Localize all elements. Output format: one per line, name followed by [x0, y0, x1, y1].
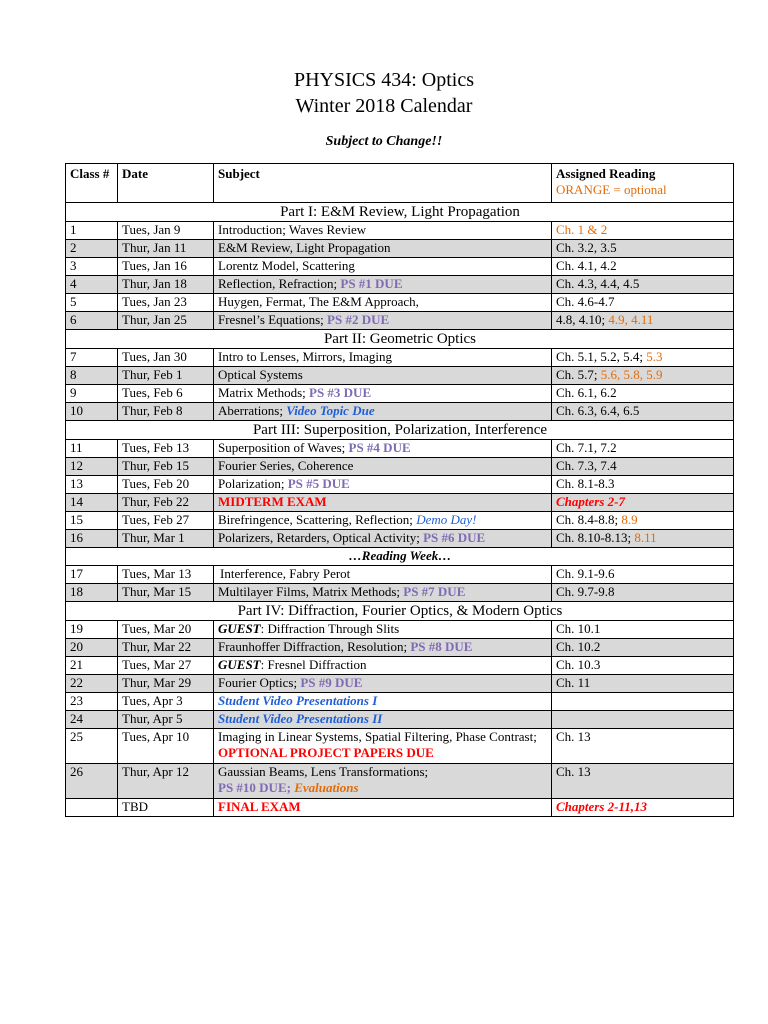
cell-text: ; [286, 780, 295, 795]
table-row [66, 693, 734, 711]
table-cell: 26 [66, 764, 118, 799]
table-row [66, 530, 734, 548]
due-badge: PS #2 DUE [327, 312, 390, 327]
part-row [66, 602, 734, 621]
table-cell: Huygen, Fermat, The E&M Approach, [214, 294, 552, 312]
part-title-2: Part II: Geometric Optics [66, 330, 734, 349]
cell-text: 5.3 [646, 349, 663, 364]
cell-text: GUEST [218, 621, 261, 636]
due-badge: PS #9 DUE [300, 675, 363, 690]
table-cell [214, 657, 552, 675]
table-cell: Thur, Mar 29 [118, 675, 214, 693]
table-cell: Lorentz Model, Scattering [214, 258, 552, 276]
table-cell [214, 639, 552, 657]
cell-text: Ch. 1 & 2 [556, 222, 608, 237]
table-cell: Thur, Feb 15 [118, 458, 214, 476]
reading-week-label: …Reading Week… [66, 548, 734, 566]
due-badge: PS #5 DUE [287, 476, 350, 491]
schedule-table [65, 163, 734, 817]
table-cell: 18 [66, 584, 118, 602]
table-cell: 1 [66, 222, 118, 240]
table-cell: 17 [66, 566, 118, 584]
table-cell [552, 367, 734, 385]
table-cell: 23 [66, 693, 118, 711]
cell-text: Student Video Presentations II [218, 711, 383, 726]
table-row [66, 294, 734, 312]
table-cell [214, 512, 552, 530]
table-cell: 13 [66, 476, 118, 494]
table-cell: Ch. 7.3, 7.4 [552, 458, 734, 476]
cell-text: 8.9 [621, 512, 638, 527]
table-row [66, 675, 734, 693]
due-badge: PS #10 DUE [218, 780, 287, 795]
term-title: Winter 2018 Calendar [295, 95, 473, 117]
table-row [66, 657, 734, 675]
col-reading-header [552, 164, 734, 203]
table-cell: 4 [66, 276, 118, 294]
part-title-4: Part IV: Diffraction, Fourier Optics, & Modern Optics [66, 602, 734, 621]
table-cell [552, 222, 734, 240]
cell-text: : Fresnel Diffraction [260, 657, 367, 672]
table-cell: 2 [66, 240, 118, 258]
cell-text: 8.11 [634, 530, 657, 545]
table-cell: 14 [66, 494, 118, 512]
table-cell: 10 [66, 403, 118, 421]
table-cell: Fourier Series, Coherence [214, 458, 552, 476]
cell-text: Gaussian Beams, Lens Transformations; [218, 764, 429, 779]
subtitle-notice: Subject to Change!! [325, 134, 443, 149]
due-badge: PS #1 DUE [340, 276, 403, 291]
table-row [66, 476, 734, 494]
table-cell: Thur, Jan 18 [118, 276, 214, 294]
table-cell: Ch. 3.2, 3.5 [552, 240, 734, 258]
table-cell: Tues, Mar 20 [118, 621, 214, 639]
due-badge: PS #8 DUE [410, 639, 473, 654]
table-row [66, 566, 734, 584]
table-cell: Ch. 6.3, 6.4, 6.5 [552, 403, 734, 421]
cell-text: Chapters 2-11,13 [556, 799, 648, 814]
table-cell: 8 [66, 367, 118, 385]
due-badge: PS #3 DUE [309, 385, 372, 400]
table-cell: 7 [66, 349, 118, 367]
cell-text: Ch. 8.10-8.13; [556, 530, 635, 545]
table-row [66, 403, 734, 421]
table-cell: Intro to Lenses, Mirrors, Imaging [214, 349, 552, 367]
table-row [66, 764, 734, 799]
due-badge: PS #4 DUE [348, 440, 411, 455]
table-cell: Ch. 10.3 [552, 657, 734, 675]
table-cell [552, 799, 734, 817]
table-row [66, 440, 734, 458]
table-cell [214, 403, 552, 421]
cell-text: Chapters 2-7 [556, 494, 625, 509]
cell-text: Polarization; [218, 476, 288, 491]
cell-text: Assigned Reading [556, 166, 656, 181]
cell-text: GUEST [218, 657, 261, 672]
table-cell [214, 729, 552, 764]
table-cell: 11 [66, 440, 118, 458]
table-cell [214, 494, 552, 512]
table-cell [214, 764, 552, 799]
cell-text: Ch. 8.4-8.8; [556, 512, 622, 527]
exam-label: MIDTERM EXAM [218, 494, 327, 509]
cell-text: Ch. 5.1, 5.2, 5.4; [556, 349, 647, 364]
table-cell: 15 [66, 512, 118, 530]
table-cell [214, 440, 552, 458]
table-cell [214, 675, 552, 693]
table-cell: 22 [66, 675, 118, 693]
table-cell: Optical Systems [214, 367, 552, 385]
table-cell: Tues, Jan 9 [118, 222, 214, 240]
table-cell: Thur, Jan 11 [118, 240, 214, 258]
table-cell: Thur, Feb 22 [118, 494, 214, 512]
table-cell: Thur, Mar 1 [118, 530, 214, 548]
table-cell: Thur, Mar 22 [118, 639, 214, 657]
table-row [66, 584, 734, 602]
cell-text: 4.9, 4.11 [608, 312, 654, 327]
table-cell: Thur, Apr 12 [118, 764, 214, 799]
table-cell: Ch. 8.1-8.3 [552, 476, 734, 494]
table-cell: Tues, Jan 23 [118, 294, 214, 312]
table-row [66, 621, 734, 639]
table-cell [552, 512, 734, 530]
part-title-1: Part I: E&M Review, Light Propagation [66, 203, 734, 222]
table-row [66, 385, 734, 403]
table-row [66, 258, 734, 276]
table-cell: Tues, Feb 13 [118, 440, 214, 458]
cell-text: Multilayer Films, Matrix Methods; [218, 584, 404, 599]
table-row [66, 512, 734, 530]
part-row [66, 203, 734, 222]
table-cell: 6 [66, 312, 118, 330]
col-subject-header: Subject [214, 164, 552, 203]
table-cell: Ch. 9.7-9.8 [552, 584, 734, 602]
table-cell: 21 [66, 657, 118, 675]
table-cell: Ch. 4.6-4.7 [552, 294, 734, 312]
table-cell: Thur, Jan 25 [118, 312, 214, 330]
cell-text: Imaging in Linear Systems, Spatial Filtering, Phase Contrast; [218, 729, 537, 744]
table-cell [214, 476, 552, 494]
table-cell: 25 [66, 729, 118, 764]
table-row [66, 276, 734, 294]
table-header-row [66, 164, 734, 203]
table-cell: 5 [66, 294, 118, 312]
table-row [66, 799, 734, 817]
table-cell: 12 [66, 458, 118, 476]
table-cell: Thur, Feb 1 [118, 367, 214, 385]
table-cell: 24 [66, 711, 118, 729]
table-cell: Thur, Apr 5 [118, 711, 214, 729]
table-cell: 3 [66, 258, 118, 276]
table-cell [552, 349, 734, 367]
table-cell: 20 [66, 639, 118, 657]
table-row [66, 729, 734, 764]
cell-text: Fraunhoffer Diffraction, Resolution; [218, 639, 411, 654]
due-badge: PS #6 DUE [423, 530, 486, 545]
table-cell: Tues, Feb 27 [118, 512, 214, 530]
cell-text: 5.6, 5.8, 5.9 [600, 367, 663, 382]
table-cell: Ch. 10.2 [552, 639, 734, 657]
part-row [66, 421, 734, 440]
table-cell: Ch. 6.1, 6.2 [552, 385, 734, 403]
table-cell: Ch. 13 [552, 729, 734, 764]
table-cell: TBD [118, 799, 214, 817]
part-row [66, 330, 734, 349]
table-cell [552, 494, 734, 512]
table-cell: E&M Review, Light Propagation [214, 240, 552, 258]
table-cell: Tues, Feb 20 [118, 476, 214, 494]
table-cell [214, 584, 552, 602]
table-cell: 19 [66, 621, 118, 639]
table-cell: Introduction; Waves Review [214, 222, 552, 240]
table-row [66, 367, 734, 385]
table-cell [214, 385, 552, 403]
cell-text: Fourier Optics; [218, 675, 301, 690]
table-cell: Tues, Jan 30 [118, 349, 214, 367]
col-class-header [66, 164, 118, 203]
due-badge: PS #7 DUE [403, 584, 466, 599]
exam-label: FINAL EXAM [218, 799, 301, 814]
cell-text: Superposition of Waves; [218, 440, 349, 455]
cell-text: Evaluations [294, 780, 359, 795]
table-cell: 9 [66, 385, 118, 403]
optional-legend: ORANGE = optional [556, 182, 667, 197]
table-cell: Tues, Apr 3 [118, 693, 214, 711]
table-row [66, 494, 734, 512]
table-cell: Ch. 11 [552, 675, 734, 693]
table-cell [214, 312, 552, 330]
table-cell: Thur, Mar 15 [118, 584, 214, 602]
table-row [66, 349, 734, 367]
table-cell: Interference, Fabry Perot [214, 566, 552, 584]
cell-text: Polarizers, Retarders, Optical Activity; [218, 530, 424, 545]
table-cell [552, 312, 734, 330]
table-row [66, 222, 734, 240]
table-row [66, 639, 734, 657]
col-date-header: Date [118, 164, 214, 203]
table-cell [214, 621, 552, 639]
table-cell [552, 711, 734, 729]
cell-text: Aberrations; [218, 403, 287, 418]
table-cell: Tues, Mar 27 [118, 657, 214, 675]
table-cell: Ch. 4.3, 4.4, 4.5 [552, 276, 734, 294]
course-title: PHYSICS 434: Optics [293, 69, 475, 91]
cell-text: : Diffraction Through Slits [260, 621, 400, 636]
table-cell: Tues, Jan 16 [118, 258, 214, 276]
table-cell: Tues, Feb 6 [118, 385, 214, 403]
cell-text: Class # [70, 166, 110, 181]
cell-text: Student Video Presentations I [218, 693, 378, 708]
break-row [66, 548, 734, 566]
cell-text: Birefringence, Scattering, Reflection; [218, 512, 417, 527]
cell-text: 4.8, 4.10; [556, 312, 609, 327]
cell-text: Demo Day! [416, 512, 477, 527]
table-cell: Thur, Feb 8 [118, 403, 214, 421]
table-cell [66, 799, 118, 817]
table-row [66, 312, 734, 330]
table-cell [214, 711, 552, 729]
table-cell [552, 693, 734, 711]
table-cell: Ch. 10.1 [552, 621, 734, 639]
table-row [66, 240, 734, 258]
table-cell [214, 530, 552, 548]
table-cell [214, 799, 552, 817]
table-cell: Tues, Mar 13 [118, 566, 214, 584]
table-cell: Ch. 4.1, 4.2 [552, 258, 734, 276]
table-cell: Ch. 7.1, 7.2 [552, 440, 734, 458]
cell-text: Fresnel’s Equations; [218, 312, 328, 327]
cell-text: Ch. 5.7; [556, 367, 601, 382]
table-row [66, 711, 734, 729]
table-cell [214, 276, 552, 294]
cell-text: Video Topic Due [286, 403, 375, 418]
table-cell [552, 530, 734, 548]
table-cell: Ch. 9.1-9.6 [552, 566, 734, 584]
table-row [66, 458, 734, 476]
part-title-3: Part III: Superposition, Polarization, Interference [66, 421, 734, 440]
table-cell: Ch. 13 [552, 764, 734, 799]
exam-label: OPTIONAL PROJECT PAPERS DUE [218, 745, 434, 760]
cell-text: Matrix Methods; [218, 385, 309, 400]
cell-text: Reflection, Refraction; [218, 276, 341, 291]
table-cell: Tues, Apr 10 [118, 729, 214, 764]
table-cell [214, 693, 552, 711]
table-cell: 16 [66, 530, 118, 548]
